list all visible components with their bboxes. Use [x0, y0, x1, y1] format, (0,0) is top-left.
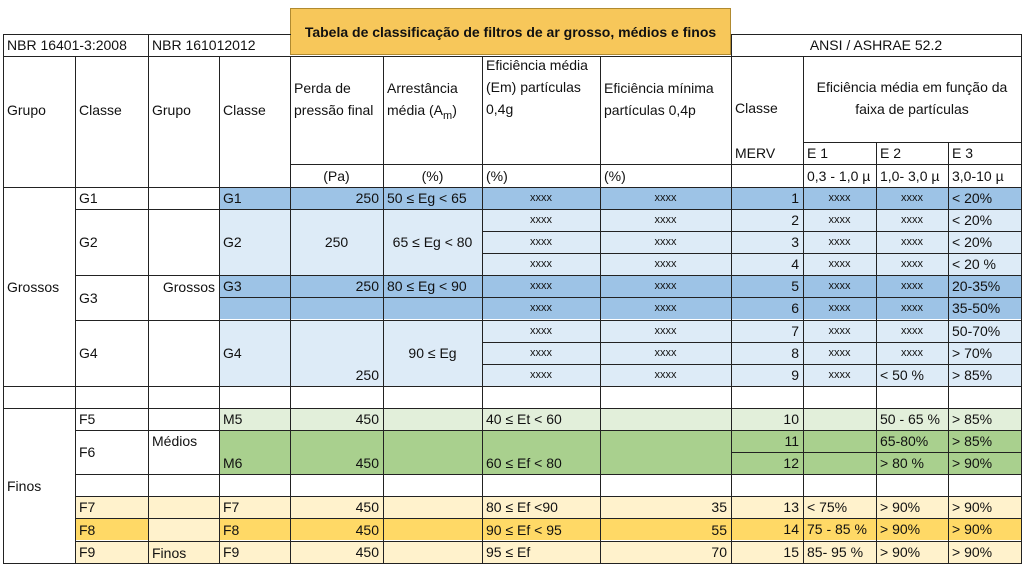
perda-value: 250	[324, 234, 349, 250]
em-value: 90 ≤ Ef < 95	[486, 521, 562, 538]
merv-number: 5	[791, 278, 799, 294]
grid-line	[75, 474, 1022, 475]
merv-number: 4	[791, 256, 799, 272]
mid-class: F7	[223, 499, 240, 515]
e3-value: < 20 %	[952, 256, 996, 272]
perda-value: 450	[355, 544, 379, 560]
e2-range: 1,0- 3,0 µ	[880, 167, 940, 184]
e3-value: > 70%	[952, 345, 993, 361]
merv-number: 8	[791, 345, 799, 361]
arrestancia-value: 65 ≤ Eg < 80	[392, 234, 473, 250]
e2-value: xxxx	[901, 325, 923, 337]
left-class: F6	[79, 444, 96, 460]
grid-line	[731, 34, 732, 564]
group-grossos: Grossos	[7, 278, 60, 295]
e2-value: xxxx	[901, 214, 923, 226]
grid-line	[75, 518, 1022, 519]
e3-value: > 90%	[952, 521, 993, 537]
left-class: F7	[79, 499, 96, 515]
header-eficiencia-media: Eficiência média (Em) partículas 0,4g	[486, 57, 588, 117]
merv-number: 3	[791, 234, 799, 250]
left-class: F9	[79, 544, 96, 560]
mid-class: F9	[223, 544, 240, 560]
left-class: G2	[79, 234, 98, 250]
e3-value: > 85%	[952, 433, 993, 449]
em-placeholder: xxxx	[530, 325, 552, 337]
header-ashrae: ANSI / ASHRAE 52.2	[809, 37, 943, 53]
e1-value: < 75%	[807, 499, 848, 515]
e1-value: xxxx	[828, 369, 851, 381]
header-grupo: Grupo	[7, 102, 46, 118]
minima-placeholder: xxxx	[654, 214, 677, 226]
e3-value: > 90%	[952, 544, 993, 560]
grid-line	[3, 187, 1022, 188]
merv-number: 1	[791, 190, 799, 206]
unit-pct: (%)	[604, 167, 626, 184]
merv-number: 14	[783, 521, 799, 537]
minima-placeholder: xxxx	[654, 302, 677, 314]
minima-value: 55	[711, 521, 727, 538]
left-class: F5	[79, 411, 96, 427]
merv-number: 2	[791, 212, 799, 228]
grid-line	[75, 320, 1022, 321]
minima-placeholder: xxxx	[654, 258, 677, 270]
e3-value: < 20%	[952, 212, 993, 228]
e2-value: 50 - 65 %	[880, 411, 940, 427]
e2-value: xxxx	[901, 280, 923, 292]
e3-value: > 90%	[952, 455, 993, 471]
merv-number: 7	[791, 323, 799, 339]
perda-value: 450	[355, 411, 379, 427]
header-e2: E 2	[880, 145, 902, 161]
em-value: 95 ≤ Ef	[486, 544, 531, 560]
merv-number: 6	[791, 300, 799, 316]
grid-line	[948, 142, 949, 564]
grid-line	[75, 209, 1022, 210]
merv-number: 12	[783, 455, 799, 471]
header-nbr16401: NBR 16401-3:2008	[7, 37, 127, 53]
e3-value: 50-70%	[952, 323, 1001, 339]
perda-value: 250	[355, 278, 379, 294]
e1-value: xxxx	[828, 280, 851, 292]
left-class: G3	[79, 289, 98, 306]
grid-line	[75, 496, 1022, 497]
mid-class: M5	[223, 411, 243, 427]
e3-value: 35-50%	[952, 300, 1001, 316]
e2-value: > 90%	[880, 499, 921, 515]
merv-number: 13	[783, 499, 799, 515]
grid-line	[219, 56, 220, 564]
grid-line	[600, 56, 601, 564]
merv-number: 15	[783, 544, 799, 560]
e3-value: 20-35%	[952, 278, 1001, 294]
em-value: 80 ≤ Ef <90	[486, 499, 558, 515]
grid-line	[482, 56, 483, 564]
perda-value: 450	[355, 455, 379, 471]
grid-line	[731, 452, 1022, 453]
mid-class: G1	[223, 190, 242, 206]
merv-number: 9	[791, 367, 799, 383]
mid-class: F8	[223, 521, 240, 538]
group-finos-2: Finos	[152, 545, 187, 561]
grid-line	[3, 408, 1022, 409]
em-placeholder: xxxx	[530, 347, 552, 359]
minima-placeholder: xxxx	[654, 280, 677, 292]
header-classe-2: Classe	[223, 102, 266, 118]
header-nbr1610: NBR 161012012	[152, 37, 256, 53]
e1-value: 85- 95 %	[807, 544, 864, 560]
arrestancia-value: 90 ≤ Eg	[408, 345, 457, 361]
group-finos: Finos	[7, 477, 42, 494]
header-e3: E 3	[952, 145, 974, 161]
merv-number: 11	[784, 433, 799, 449]
e3-value: < 20%	[952, 190, 993, 206]
e2-value: xxxx	[901, 258, 923, 270]
grid-line	[3, 563, 1022, 564]
grid-line	[219, 297, 1022, 298]
group-grossos-2: Grossos	[162, 278, 215, 295]
e1-value: xxxx	[828, 192, 851, 204]
arrestancia-value: 80 ≤ Eg < 90	[387, 278, 467, 294]
e1-value: xxxx	[828, 236, 851, 248]
grid-line	[803, 142, 1022, 143]
grid-line	[483, 253, 1022, 254]
e2-value: > 90%	[880, 521, 921, 537]
perda-value: 250	[355, 367, 379, 383]
e2-value: < 50 %	[880, 367, 924, 383]
header-classe-ashrae: Classe	[735, 100, 778, 116]
minima-placeholder: xxxx	[654, 347, 677, 359]
grid-line	[75, 541, 1022, 542]
header-grupo-2: Grupo	[152, 102, 191, 118]
unit-pct: (%)	[486, 167, 508, 184]
minima-placeholder: xxxx	[654, 369, 677, 381]
e1-value	[803, 430, 876, 452]
header-classe: Classe	[79, 102, 122, 118]
e3-value: > 85%	[952, 411, 993, 427]
grid-line	[731, 34, 1022, 35]
table-title: Tabela de classificação de filtros de ar grosso, médios e finos	[290, 8, 731, 55]
header-perda: Perda de pressão final	[294, 80, 374, 118]
minima-value: 35	[711, 499, 727, 515]
em-value: 60 ≤ Ef < 80	[486, 455, 562, 471]
em-placeholder: xxxx	[530, 236, 552, 248]
e3-value: > 90%	[952, 499, 993, 515]
left-class: F8	[79, 521, 96, 538]
e2-value: xxxx	[901, 347, 923, 359]
unit-pa: (Pa)	[323, 167, 350, 184]
minima-value: 70	[711, 544, 727, 560]
perda-value: 250	[355, 190, 379, 206]
e2-value: xxxx	[901, 236, 923, 248]
unit-pct: (%)	[421, 167, 444, 184]
header-merv: MERV	[735, 145, 776, 161]
grid-line	[75, 56, 76, 564]
e1-value: 75 - 85 %	[807, 521, 867, 537]
perda-value: 450	[355, 499, 379, 515]
grid-line	[3, 386, 1022, 387]
mid-class: G3	[223, 278, 242, 294]
e2-value: xxxx	[901, 302, 923, 314]
e1-range: 0,3 - 1,0 µ	[807, 167, 871, 184]
mid-class: G4	[223, 345, 242, 361]
grid-line	[482, 342, 1022, 343]
grid-line	[483, 231, 1022, 232]
e1-value: xxxx	[828, 302, 851, 314]
em-placeholder: xxxx	[530, 302, 552, 314]
left-class: G1	[79, 190, 98, 206]
grid-line	[3, 34, 291, 35]
grid-line	[1021, 34, 1022, 564]
e1-value: xxxx	[828, 347, 851, 359]
grid-line	[3, 34, 4, 564]
e1-value: xxxx	[828, 325, 851, 337]
grid-line	[290, 164, 1022, 165]
arrestancia-value: 50 ≤ Eg < 65	[387, 190, 467, 206]
grid-line	[482, 364, 1022, 365]
em-value: 40 ≤ Et < 60	[486, 411, 562, 427]
mid-class: M6	[223, 455, 243, 471]
e2-value: xxxx	[901, 192, 923, 204]
e1-value	[803, 408, 876, 430]
minima-placeholder: xxxx	[654, 236, 677, 248]
e3-value: < 20%	[952, 234, 993, 250]
e1-value: xxxx	[828, 214, 851, 226]
grid-line	[383, 56, 384, 564]
minima-placeholder: xxxx	[654, 192, 677, 204]
e3-value: > 85%	[952, 367, 993, 383]
grid-line	[75, 275, 1022, 276]
em-placeholder: xxxx	[530, 280, 552, 292]
grid-line	[803, 56, 804, 564]
e1-value: xxxx	[828, 258, 851, 270]
e2-value: > 90%	[880, 544, 921, 560]
header-e1: E 1	[807, 145, 829, 161]
header-eficiencia-minima: Eficiência mínima partículas 0,4p	[604, 80, 714, 118]
e3-range: 3,0-10 µ	[952, 167, 1004, 184]
grid-line	[75, 430, 1022, 431]
left-class: G4	[79, 345, 98, 361]
em-placeholder: xxxx	[530, 192, 552, 204]
grid-line	[290, 56, 291, 564]
e2-value: > 80 %	[880, 455, 924, 471]
header-arrestancia: Arrestância média $(A_m)$	[387, 80, 458, 122]
group-medios: Médios	[152, 433, 198, 449]
e2-value: 65-80%	[880, 433, 929, 449]
minima-placeholder: xxxx	[654, 325, 677, 337]
em-placeholder: xxxx	[530, 369, 552, 381]
perda-value: 450	[355, 521, 379, 538]
e1-value	[803, 452, 876, 474]
mid-class: G2	[223, 234, 242, 250]
header-faixa: Eficiência média em função da faixa de partículas	[816, 79, 1008, 117]
grid-line	[876, 142, 877, 564]
em-placeholder: xxxx	[530, 258, 552, 270]
grid-line	[148, 34, 149, 564]
merv-number: 10	[783, 411, 799, 427]
grid-line	[3, 56, 1022, 57]
em-placeholder: xxxx	[530, 214, 552, 226]
